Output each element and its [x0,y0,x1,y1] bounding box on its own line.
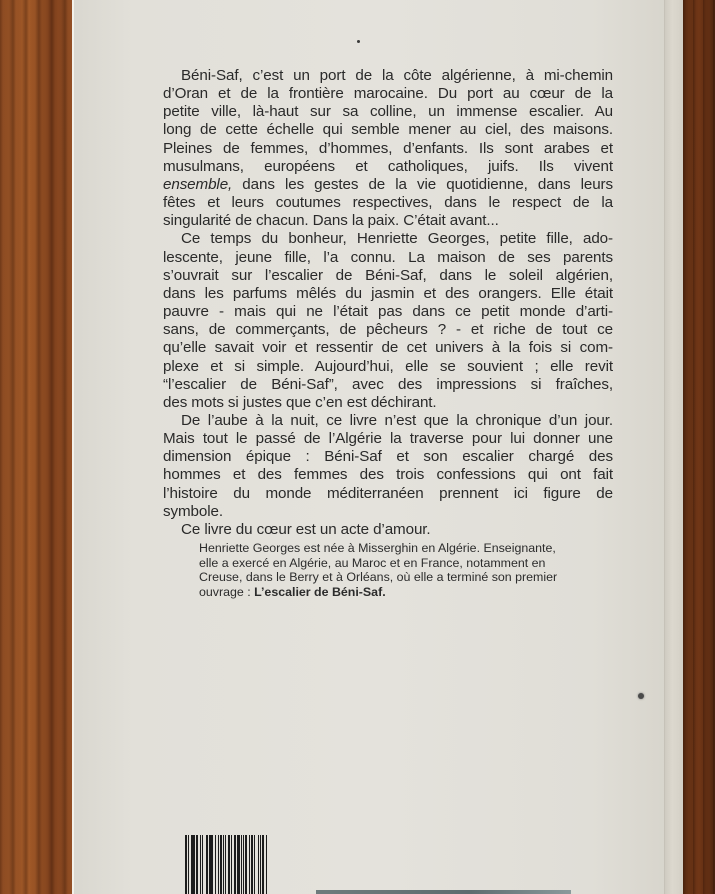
text-line: symbole. [163,502,223,520]
text-line: long de cette échelle qui semble mener au ciel, des maisons. [163,121,613,139]
text-line: petite ville, là-haut sur sa colline, un immense escalier. Au [163,103,613,121]
blurb-paragraph-2 [163,230,613,412]
author-bio [199,541,579,599]
cover-edge [664,0,683,894]
text-line: Ce livre du cœur est un acte d’amour. [181,520,431,538]
text-line: l’histoire du monde méditerranéen prennent ici figure de [163,484,613,502]
wooden-table-right [683,0,715,894]
bottom-color-strip [316,890,571,894]
text-line: s’ouvrait sur l’escalier de Béni-Saf, dans le soleil algérien, [163,266,613,284]
wooden-table-left [0,0,73,894]
text-line: “l’escalier de Béni-Saf”, avec des impressions si fraîches, [163,375,613,393]
text-line: Pleines de femmes, d’hommes, d’enfants. Ils sont arabes et [163,139,613,157]
bio-text-fragment: ouvrage : [199,584,255,599]
text-line: hommes et des femmes des trois confessions qui ont fait [163,466,613,484]
text-line: sans, de commerçants, de pêcheurs ? - et riche de tout ce [163,321,613,339]
text-line: pauvre - mais qui ne l’était pas dans ce petit monde d’arti- [163,303,613,321]
text-line: Mais tout le passé de l’Algérie la traverse pour lui donner une [163,430,613,448]
print-speck [357,40,360,43]
text-line: des mots si justes que c’en est déchirant. [163,393,437,411]
blurb-paragraph-4 [163,521,613,539]
text-line: plexe et si simple. Aujourd’hui, elle se souvient ; elle revit [163,357,613,375]
bio-line: Creuse, dans le Berry et à Orléans, où elle a terminé son premier [199,570,558,585]
text-line: Ce temps du bonheur, Henriette Georges, petite fille, ado- [181,230,613,248]
print-speck [638,693,644,699]
text-line: musulmans, européens et catholiques, juifs. Ils vivent [163,157,613,175]
bio-line: elle a exercé en Algérie, au Maroc et en France, notamment en [199,555,546,570]
blurb-paragraph-1 [163,67,613,230]
barcode-gap [267,835,268,894]
text-line: dans les parfums mêlés du jasmin et des orangers. Elle était [163,284,613,302]
text-line: De l’aube à la nuit, ce livre n’est que la chronique d’un jour. [181,411,613,429]
bio-line: Henriette Georges est née à Misserghin en Algérie. Enseignante, [199,541,556,555]
bio-line [199,585,579,600]
barcode [185,835,297,894]
text-line: Béni-Saf, c’est un port de la côte algérienne, à mi-chemin [181,67,613,84]
blurb-text [163,67,613,539]
text-line: dimension épique : Béni-Saf et son escalier chargé des [163,448,613,466]
text-fragment: dans les gestes de la vie quotidienne, dans leurs [232,175,613,193]
text-line [163,176,613,194]
book-title: L’escalier de Béni-Saf. [254,584,386,599]
text-line: d’Oran et de la frontière marocaine. Du port au cœur de la [163,85,613,103]
italic-emphasis: ensemble, [163,175,233,193]
book-back-cover [72,0,683,894]
text-line: lescente, jeune fille, l’a connu. La maison de ses parents [163,248,613,266]
text-line: singularité de chacun. Dans la paix. C’était avant... [163,212,499,230]
text-line: fêtes et leurs coutumes respectives, dans le respect de la [163,194,613,212]
blurb-paragraph-3 [163,412,613,521]
text-line: qu’elle savait voir et ressentir de cet univers à la fois si com- [163,339,613,357]
